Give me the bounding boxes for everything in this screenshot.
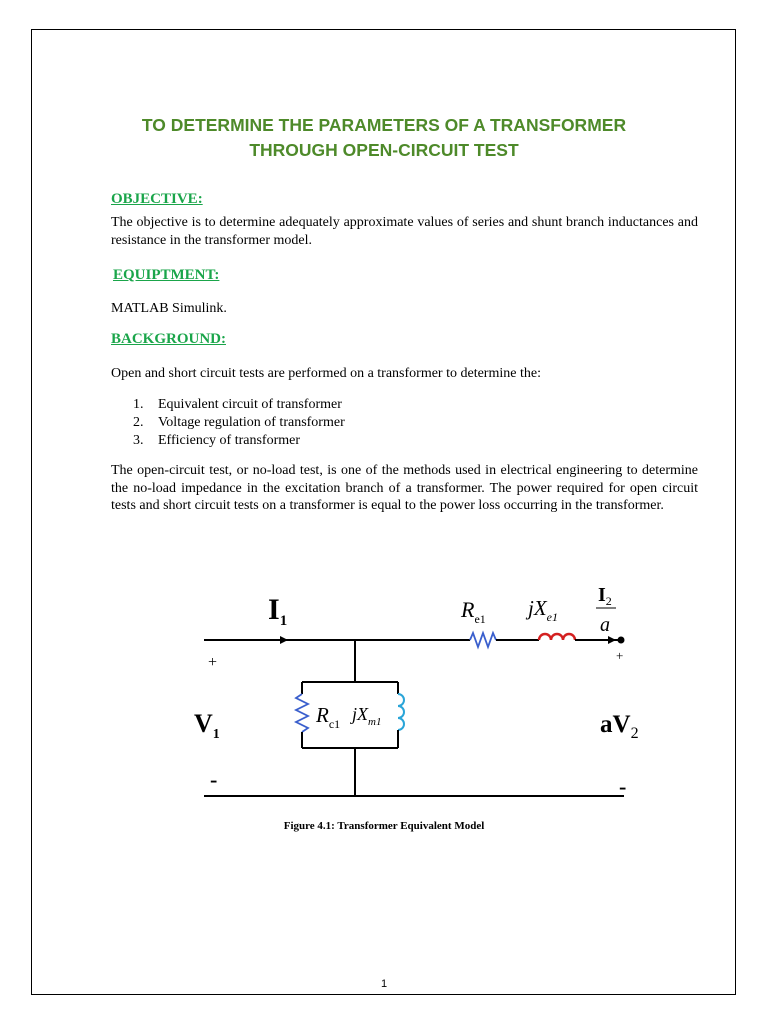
shunt-resistor [296,694,308,732]
i2-label: $I_2$ [598,584,612,608]
shunt-inductor [398,694,404,730]
list-item-number: 2. [133,415,144,430]
i2-denominator: a [600,614,610,636]
list-item-text: Equivalent circuit of transformer [158,397,342,412]
equipment-heading: EQUIPTMENT: [113,267,220,283]
objective-heading: OBJECTIVE: [111,191,203,207]
list-item-number: 1. [133,397,144,412]
transformer-equivalent-circuit [190,582,650,802]
rc1-label: $R_{c1}$ [316,703,341,731]
background-heading: BACKGROUND: [111,331,226,347]
output-terminal-top [618,637,625,644]
background-list [111,396,345,450]
background-paragraph: The open-circuit test, or no-load test, is one of the methods used in electrical engineering to determine the no-load impedance in the excitation branch of a transformer. The power required for open circuit tests and short circuit tests on a transformer is equal to the power loss occurring in the transformer. [111,463,698,513]
plus-left: + [208,654,218,671]
page-number: 1 [380,978,388,990]
re1-label: $R_{e1}$ [461,597,486,626]
equipment-text: MATLAB Simulink. [111,301,227,316]
list-item-number: 3. [133,433,144,448]
list-item [111,414,345,432]
series-resistor [470,633,496,647]
background-intro: Open and short circuit tests are performed on a transformer to determine the: [111,366,541,381]
av2-label: $aV_2$ [600,711,639,742]
v1-label: $V_1$ [194,709,220,742]
jxm1-label: $jX_{m1}$ [352,704,382,728]
list-item-text: Voltage regulation of transformer [158,415,345,430]
list-item [111,432,345,450]
list-item-text: Efficiency of transformer [158,433,301,448]
figure-caption: Figure 4.1: Transformer Equivalent Model [283,820,485,832]
objective-text: The objective is to determine adequately approximate values of series and shunt branch inductances and resistance in the transformer model. [111,215,698,248]
minus-right: - [619,774,627,799]
list-item [111,396,345,414]
title-line-2: THROUGH OPEN-CIRCUIT TEST [249,140,519,160]
plus-right: + [616,648,624,663]
current-arrow-icon [280,636,288,644]
jxe1-label: $jX_{e1}$ [528,596,558,624]
output-arrow-icon [608,636,616,644]
title-line-1: TO DETERMINE THE PARAMETERS OF A TRANSFORMER [141,115,627,135]
i1-label: $I_1$ [268,593,288,629]
series-inductor [539,634,575,640]
minus-left: - [210,767,218,792]
